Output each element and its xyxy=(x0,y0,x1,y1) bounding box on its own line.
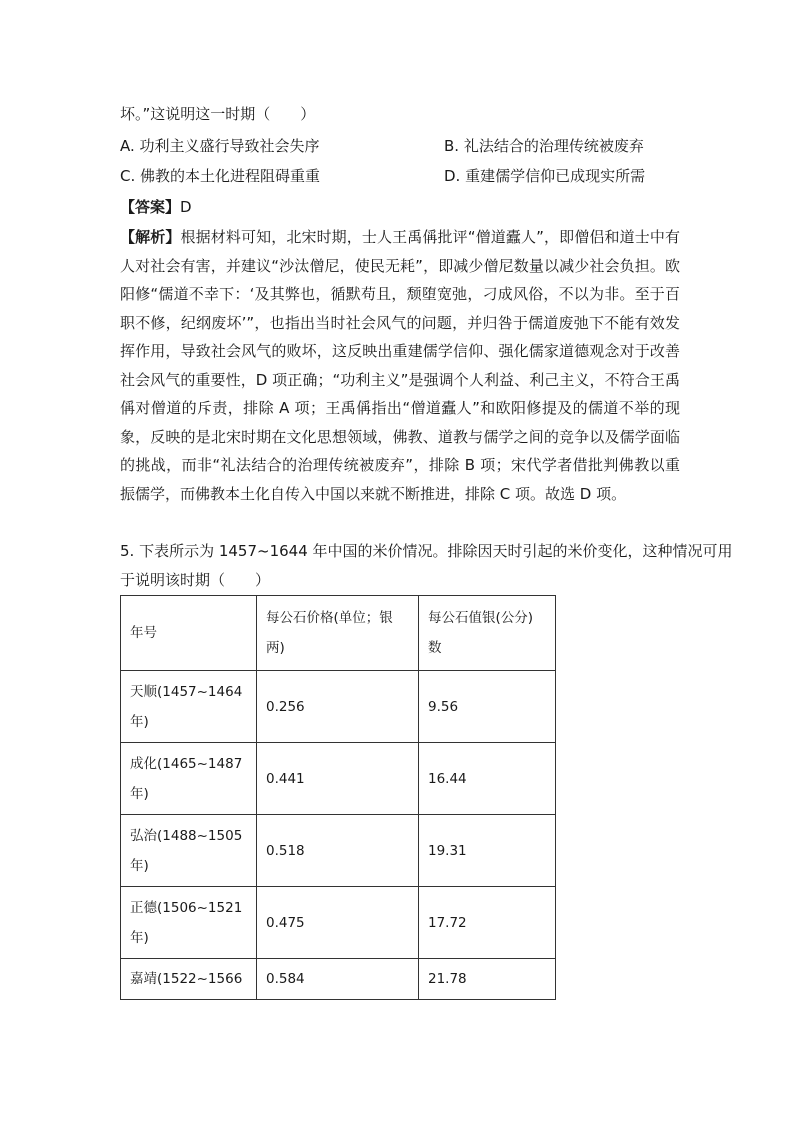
question-5-line-2: 于说明该时期（ ） xyxy=(120,571,271,589)
option-text: 功利主义盛行导致社会失序 xyxy=(139,137,320,155)
option-letter: C. xyxy=(120,167,136,185)
table-row xyxy=(121,815,556,887)
price-cell: 0.518 xyxy=(257,815,419,887)
silver-cell: 16.44 xyxy=(419,743,556,815)
option-letter: D. xyxy=(444,167,461,185)
price-cell: 0.256 xyxy=(257,671,419,743)
header-era: 年号 xyxy=(121,596,257,671)
era-cell: 嘉靖(1522~1566 xyxy=(121,959,257,1000)
price-cell: 0.475 xyxy=(257,887,419,959)
option-text: 礼法结合的治理传统被废弃 xyxy=(463,137,644,155)
option-letter: A. xyxy=(120,137,135,155)
option-text: 佛教的本土化进程阻碍重重 xyxy=(140,167,321,185)
era-cell: 天顺(1457~1464 年) xyxy=(121,671,257,743)
question-continuation: 坏。”这说明这一时期（ ） xyxy=(120,105,316,123)
answer-value: D xyxy=(180,198,192,216)
header-silver: 每公石值银(公分) 数 xyxy=(419,596,556,671)
answer-label: 【答案】 xyxy=(120,198,181,216)
silver-cell: 9.56 xyxy=(419,671,556,743)
rice-price-table xyxy=(120,595,556,1000)
option-letter: B. xyxy=(444,137,460,155)
header-price: 每公石价格(单位；银 两) xyxy=(257,596,419,671)
analysis-paragraph xyxy=(120,223,680,508)
table-row xyxy=(121,671,556,743)
option-text: 重建儒学信仰已成现实所需 xyxy=(465,167,646,185)
price-cell: 0.441 xyxy=(257,743,419,815)
analysis-text: 根据材料可知，北宋时期，士人王禹偁批评“僧道蠹人”，即僧侣和道士中有人对社会有害，并建议“沙汰僧尼，使民无耗”，即减少僧尼数量以减少社会负担。欧阳修“儒道不幸下：‘及其弊也，循默苟且，颓堕宽弛，刁成风俗，不以为非。至于百职不修，纪纲废坏’”，也指出当时社会风气的问题，并归咎于儒道废弛下不能有效发挥作用，导致社会风气的败坏，这反映出重建儒学信仰、强化儒家道德观念对于改善社会风气的重要性，D 项正确；“功利主义”是强调个人利益、利己主义，不符合王禹偁对僧道的斥责，排除 A 项；王禹偁指出“僧道蠹人”和欧阳修提及的儒道不举的现象，反映的是北宋时期在文化思想领域，佛教、道教与儒学之间的竞争以及儒学面临的挑战，而非“礼法结合的治理传统被废弃”，排除 B 项；宋代学者借批判佛教以重振儒学，而佛教本土化自传入中国以来就不断推进，排除 C 项。故选 D 项。 xyxy=(120,228,680,503)
era-cell: 正德(1506~1521 年) xyxy=(121,887,257,959)
option-a xyxy=(120,136,320,156)
table-row xyxy=(121,887,556,959)
table-header-row xyxy=(121,596,556,671)
table-row xyxy=(121,959,556,1000)
option-d xyxy=(444,166,645,186)
era-cell: 成化(1465~1487 年) xyxy=(121,743,257,815)
analysis-label: 【解析】 xyxy=(120,228,181,246)
silver-cell: 17.72 xyxy=(419,887,556,959)
silver-cell: 21.78 xyxy=(419,959,556,1000)
question-5-line-1: 5. 下表所示为 1457~1644 年中国的米价情况。排除因天时引起的米价变化，这种情况可用 xyxy=(120,542,733,560)
price-cell: 0.584 xyxy=(257,959,419,1000)
era-cell: 弘治(1488~1505 年) xyxy=(121,815,257,887)
answer-line xyxy=(120,197,192,217)
option-c xyxy=(120,166,320,186)
table-row xyxy=(121,743,556,815)
silver-cell: 19.31 xyxy=(419,815,556,887)
option-b xyxy=(444,136,644,156)
